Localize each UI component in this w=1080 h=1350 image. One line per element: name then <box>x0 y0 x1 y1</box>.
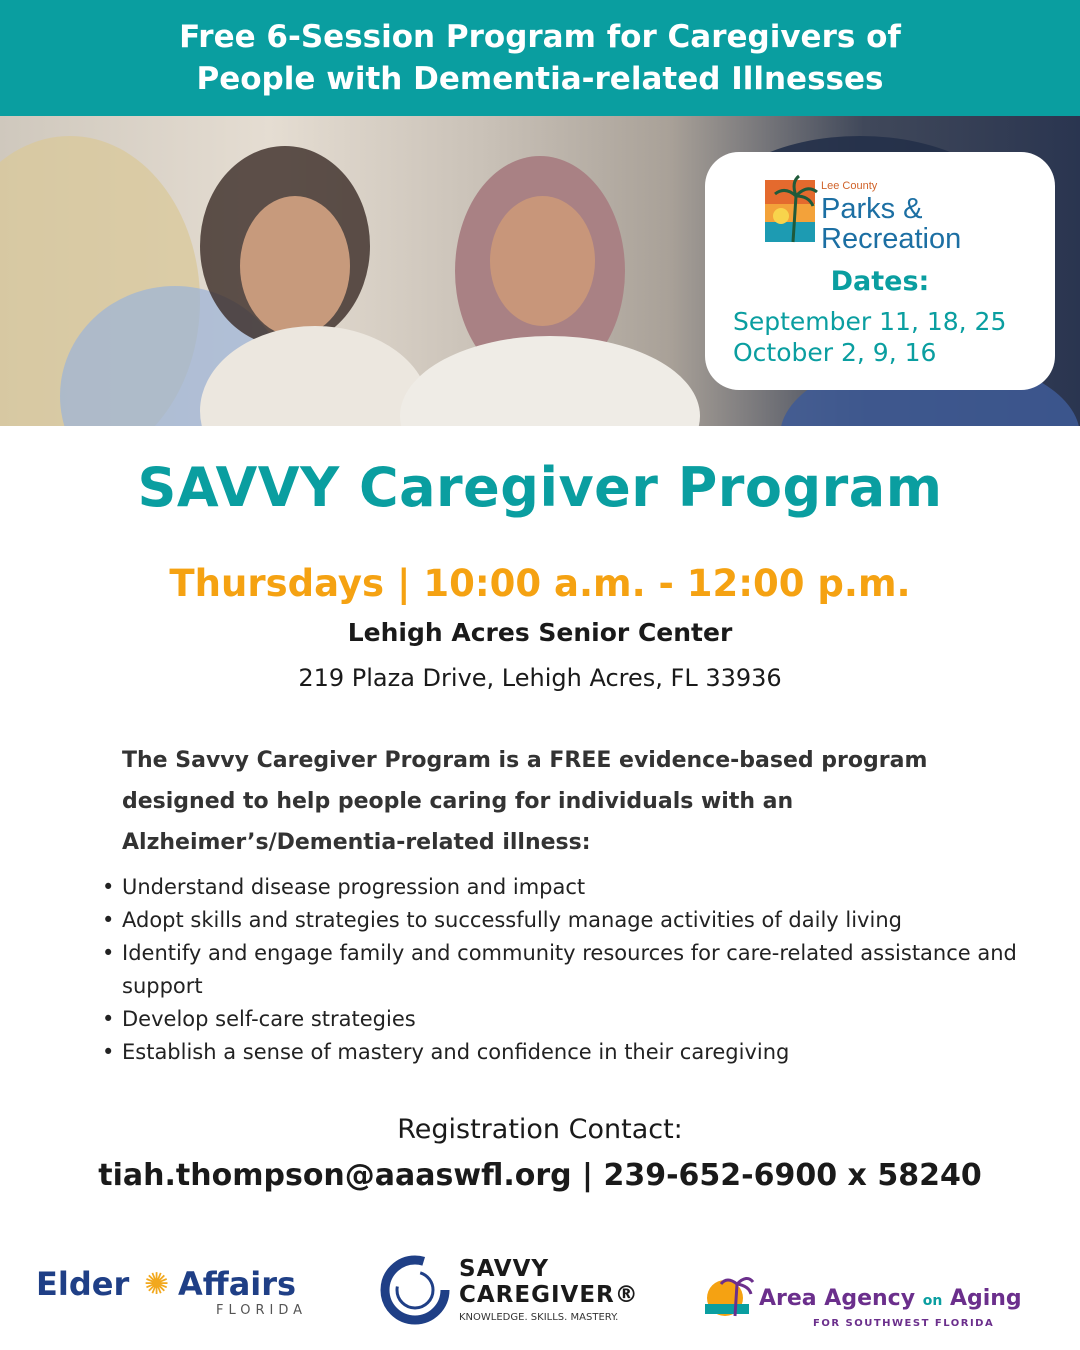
parks-text: Parks & <box>821 193 923 225</box>
aaa-name-part2: Aging <box>942 1286 1022 1311</box>
list-item: • Adopt skills and strategies to successfully manage activities of daily living <box>100 904 1030 937</box>
registration-contact[interactable]: tiah.thompson@aaaswfl.org | 239-652-6900 x 58240 <box>98 1158 982 1193</box>
list-item: • Identify and engage family and community resources for care-related assistance and support <box>100 937 1030 1003</box>
aaa-name <box>759 1286 1022 1311</box>
registration-label: Registration Contact: <box>397 1114 683 1145</box>
schedule-time: Thursdays | 10:00 a.m. - 12:00 p.m. <box>169 562 911 605</box>
list-item: • Understand disease progression and impact <box>100 871 1030 904</box>
savvy-text: SAVVY <box>459 1256 550 1282</box>
header-banner <box>0 0 1080 116</box>
lee-county-text: Lee County <box>821 180 878 192</box>
area-agency-on-aging-logo <box>703 1268 1063 1338</box>
banner-line-2: People with Dementia-related Illnesses <box>196 61 884 97</box>
dates-heading: Dates: <box>830 266 930 297</box>
caregiver-text: CAREGIVER® <box>459 1282 639 1308</box>
aaa-name-on: on <box>922 1293 943 1309</box>
list-item: • Establish a sense of mastery and confidence in their caregiving <box>100 1036 1030 1069</box>
aaa-subtitle: FOR SOUTHWEST FLORIDA <box>813 1318 995 1329</box>
venue-address: 219 Plaza Drive, Lehigh Acres, FL 33936 <box>298 664 782 692</box>
banner-line-1: Free 6-Session Program for Caregivers of <box>179 19 901 55</box>
benefits-list <box>100 871 1030 1069</box>
parks-recreation-logo <box>763 168 993 258</box>
sunset-palm-icon <box>703 1272 755 1324</box>
savvy-tagline: KNOWLEDGE. SKILLS. MASTERY. <box>459 1312 619 1323</box>
savvy-caregiver-logo <box>377 1252 637 1332</box>
recreation-text: Recreation <box>821 223 962 255</box>
dates-october: October 2, 9, 16 <box>733 338 937 367</box>
swirl-icon <box>377 1252 453 1328</box>
elder-text: Elder <box>36 1265 130 1303</box>
venue-name: Lehigh Acres Senior Center <box>347 618 733 647</box>
florida-text: FLORIDA <box>216 1303 308 1318</box>
dates-september: September 11, 18, 25 <box>733 307 1007 336</box>
palm-tree-icon <box>763 174 819 254</box>
dates-card <box>705 152 1055 390</box>
sun-icon: ✺ <box>144 1267 170 1302</box>
affairs-text: Affairs <box>178 1265 297 1303</box>
list-item: • Develop self-care strategies <box>100 1003 1030 1036</box>
aaa-name-part1: Area Agency <box>759 1286 923 1311</box>
program-description: The Savvy Caregiver Program is a FREE evidence-based program designed to help people caring for individuals with an Alzheimer’s/Dementia-related illness: <box>122 748 928 855</box>
program-title: SAVVY Caregiver Program <box>137 456 943 519</box>
elder-affairs-logo <box>36 1265 306 1325</box>
